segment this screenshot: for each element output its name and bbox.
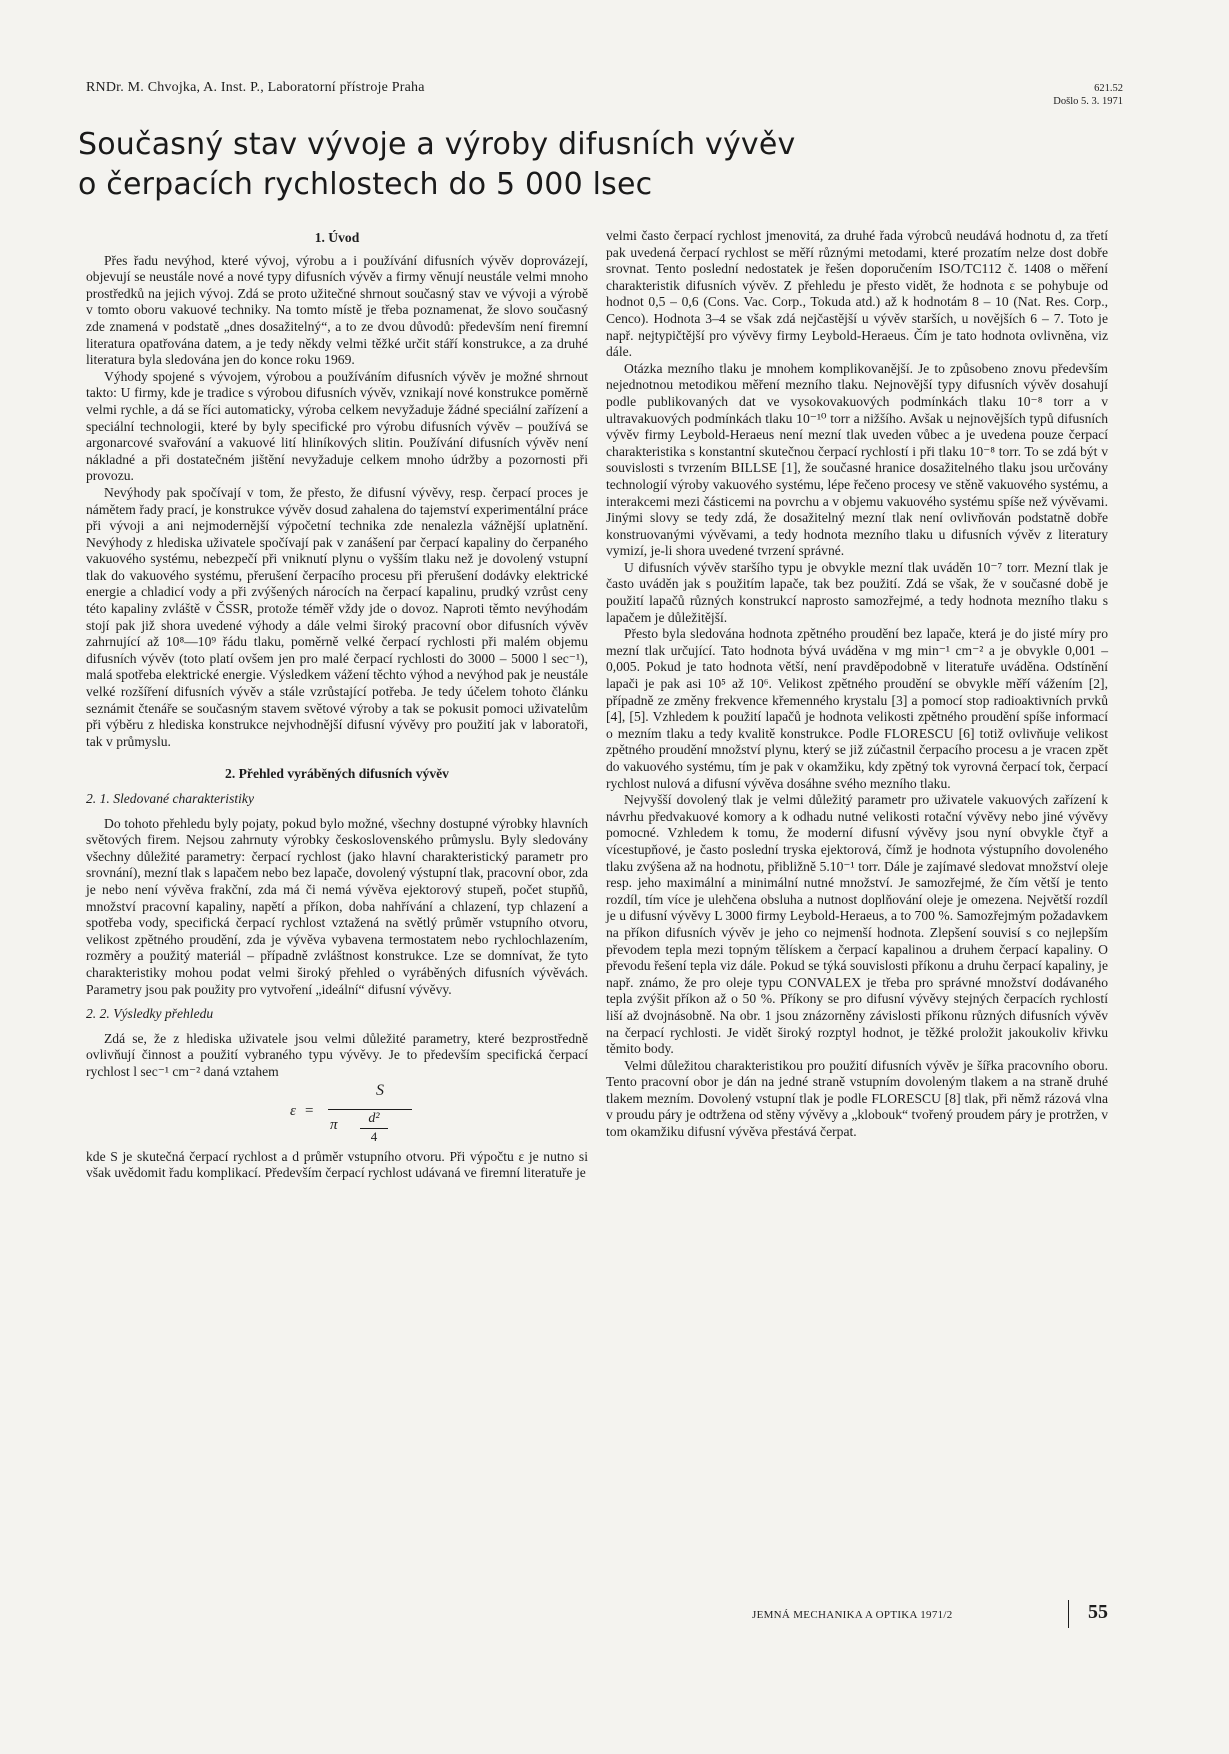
formula-lhs: ε: [290, 1102, 296, 1119]
subsection-2-2-title: 2. 2. Výsledky přehledu: [86, 1006, 214, 1022]
page-number: 55: [1088, 1601, 1108, 1623]
epsilon-formula: [86, 1083, 588, 1143]
paragraph: kde S je skutečná čerpací rychlost a d průměr vstupního otvoru. Při výpočtu ε je nutno si však uvědomit řadu komplikací. Především čerpací rychlost udávaná ve firemní literatuře je: [86, 1148, 588, 1181]
subsection-2-1-title: 2. 1. Sledované charakteristiky: [86, 791, 254, 806]
left-column: [86, 228, 588, 1182]
title-line-1: Současný stav vývoje a výroby difusních vývěv: [78, 127, 796, 162]
paragraph: Přes řadu nevýhod, které vývoj, výrobu a i používání difusních vývěv doprovázejí, objevují se neustále nové a nové typy difusních vývěv a firmy věnují neustále velmi mnoho prostředků na jejich vývoj. Zdá se proto užitečné shrnout současný stav ve vývoji a výrobě v tomto oboru vakuové techniky. Na tomto místě je třeba poznamenat, že slovo současný zde znamená v podstatě „dnes dosažitelný“, a to ze dvou důvodů: především není firemní literatura opatřována datem, a je tedy někdy velmi těžké určit stáří konstrukce, a za druhé literatura byla sledována jen do konce roku 1969.: [86, 252, 588, 368]
paragraph: Otázka mezního tlaku je mnohem komplikovanější. Je to způsobeno znovu především nejednotnou metodikou měření mezního tlaku. Nejnovější typy difusních vývěv dosahují podle publikovaných dat ve vysokovakuových podmínkách tlaku 10⁻⁸ torr a v ultravakuových podmínkách tlaku 10⁻¹⁰ torr a nižšího. Avšak u nejnovějších typů difusních vývěv firmy Leybold-Heraeus není mezní tlak uveden vůbec a je uvedena pouze čerpací charakteristika s konstantní skutečnou čerpací rychlostí i při tlaku 10⁻⁸ torr. To se zdá být v souvislosti s tvrzením BILLSE [1], že současné hranice dosažitelného tlaku jsou určovány technologií výroby vakuového systému, lépe řečeno procesy ve stěně vakuového systému, a interakcemi mezi částicemi na povrchu a v objemu vakuového systému spíše než vývěvami. Jinými slovy se tedy zdá, že dosažitelný mezní tlak není ovlivňován podstatně dobře konstruovanými vývěvami, a tedy hodnota mezního tlaku u difusních vývěv z literatury vymizí, je-li shora uvedené tvrzení správné.: [606, 360, 1108, 559]
paragraph: Nejvyšší dovolený tlak je velmi důležitý parametr pro uživatele vakuových zařízení k návrhu předvakuové komory a k odhadu nutné velikosti rotační vývěvy nebo jiné vývěvy pomocné. Vzhledem k tomu, že moderní difusní vývěvy jsou nyní obvykle čtyř a vícestupňové, je často poslední tryska ejektorová, čímž je hodnota výstupního dovoleného tlaku zvýšena až na hodnotu, přibližně 5.10⁻¹ torr. Dále je zajímavé sledovat množství oleje resp. jeho maximální a minimální nutné množství. Je samozřejmé, že čím větší je tento rozdíl, tím více je ulehčena obsluha a nutnost doplňování oleje je omezena. Největší rozdíl je u difusní vývěvy L 3000 firmy Leybold-Heraeus, a to 700 %. Samozřejmým požadavkem na příkon difusních vývěv je jeho co nejmenší hodnota. Zlepšení souvisí s co nejlepším převodem tepla mezi topným tělískem a čerpací kapalinou a druhem čerpací kapaliny. O převodu řešení tepla viz dále. Pokud se týká souvislosti příkonu a druhu čerpací kapaliny, je např. známo, že pro oleje typu CONVALEX je třeba pro správné množství dodávaného tepla zvýšit příkon až o 50 %. Příkony se pro difusní vývěvy stejných čerpacích rychlostí liší až dvojnásobně. Na obr. 1 jsou znázorněny závislosti příkonu různých difusních vývěv na čerpací rychlosti. Je vidět široký rozptyl hodnot, je těžké proložit jakoukoliv křivku těmito body.: [606, 792, 1108, 1057]
paragraph: Přesto byla sledována hodnota zpětného proudění bez lapače, která je do jisté míry pro mezní tlak určující. Tato hodnota bývá uváděna v mg min⁻¹ cm⁻² a je obvykle 0,001 – 0,005. Pokud je tato hodnota větší, není pravděpodobně v literatuře uváděna. Odstínění lapači je pak asi 10⁵ až 10⁶. Velikost zpětného proudění se obvykle měří vážením [2], případně ze změny frekvence křemenného krystalu [3] a pomocí stop radioaktivních prvků [4], [5]. Vzhledem k použití lapačů je hodnota velikosti zpětného proudění spíše informací o mezním tlaku a tedy kvalitě konstrukce. Podle FLORESCU [6] totiž ovlivňuje velikost zpětného proudění množství plynu, který se již zúčastnil čerpacího procesu a je vracen zpět do vakuového systému, tím je pak v okamžiku, kdy zpětný tok vyrovná čerpací tok, čerpací rychlost nulová a difusní vývěva dosáhne svého mezního tlaku.: [606, 626, 1108, 791]
section-2-title: 2. Přehled vyráběných difusních vývěv: [225, 766, 449, 782]
author-line: RNDr. M. Chvojka, A. Inst. P., Laboratorní přístroje Praha: [86, 80, 425, 95]
footer-divider: [1068, 1600, 1069, 1628]
section-1-title: 1. Úvod: [314, 230, 360, 245]
udc-code: 621.52: [1094, 83, 1123, 94]
formula-numerator: S: [376, 1081, 384, 1099]
paragraph: Velmi důležitou charakteristikou pro použití difusních vývěv je šířka pracovního oboru. Tento pracovní obor je dán na jedné straně vstupním dovoleným tlakem a na straně druhé tlakem mezním. Dovolený vstupní tlak je podle FLORESCU [8] tlak, při němž rázová vlna v proudu páry je odtržena od stěny vývěvy a „klobouk“ tvořený proudem páry je protržen, v tom okamžiku difusní vývěva přestává čerpat.: [606, 1057, 1108, 1140]
journal-name: JEMNÁ MECHANIKA A OPTIKA 1971/2: [752, 1609, 953, 1621]
paragraph: Zdá se, že z hlediska uživatele jsou velmi důležité parametry, které bezprostředně ovlivňují činnost a použití vybraného typu vývěvy. Je to především specifická čerpací rychlost l sec⁻¹ cm⁻² daná vztahem: [86, 1030, 588, 1079]
paragraph: velmi často čerpací rychlost jmenovitá, za druhé řada výrobců neudává hodnotu d, za třetí pak uvedená čerpací rychlost se měří různými metodami, které prozatím nelze dost dobře srovnat. Tento poslední nedostatek je řešen doporučením ISO/TC112 č. 1408 o měření charakteristik difusních vývěv. Z přehledu je přesto vidět, že hodnota ε se pohybuje od hodnot 0,5 – 0,6 (Cons. Vac. Corp., Tokuda atd.) až k hodnotám 8 – 10 (Nat. Res. Corp., Cenco). Hodnota 3–4 se však zdá nejčastější u vývěv starších, u novějších 6 – 7. Toto je např. nejtypičtější pro vývěvy firmy Leybold-Heraeus. Čím je tato hodnota ovlivněna, viz dále.: [606, 228, 1108, 360]
formula-d-squared: d²: [368, 1110, 380, 1126]
paragraph: Nevýhody pak spočívají v tom, že přesto, že difusní vývěvy, resp. čerpací proces je námětem řady prací, je konstrukce vývěv dosud zahalena do tajemství experimentální práce při vývoji a ani nejmodernější výpočetní technika zde nenalezla vážnější uplatnění. Nevýhody z hlediska uživatele spočívají pak v zanášení par čerpací kapaliny do čerpaného vakuového systému, nebezpečí při vniknutí plynu o vyšším tlaku než je dovolený vstupní tlak do vakuového systému, přerušení čerpacího procesu při přerušení dodávky elektrické energie a chladicí vody a při zvýšených nárocích na čerpací kapalinu, prudký vzrůst ceny této kapaliny zvláště v ČSSR, protože téměř vždy jde o dovoz. Naproti těmto nevýhodám stojí pak již shora uvedené výhody a dále velmi široký pracovní obor difusních vývěv zahrnující až 10⁸—10⁹ řádu tlaku, poměrně velké čerpací rychlosti při malém objemu difusních vývěv (toto platí ovšem jen pro malé čerpací rychlosti do 3000 – 5000 l sec⁻¹), malá spotřeba elektrické energie. Výsledkem vážení těchto výhod a nevýhod pak je neustále velké rozšíření difusních vývěv a stále vzrůstající potřeba. Je tedy účelem tohoto článku seznámit čtenáře se současným stavem světové výroby a tak se pokusit pomoci uživatelům při výběru z hlediska konstrukce nejvhodnější difusní vývěvy pro použití jak v laboratoři, tak v průmyslu.: [86, 484, 588, 749]
received-date: Došlo 5. 3. 1971: [1053, 96, 1123, 107]
paragraph: Výhody spojené s vývojem, výrobou a používáním difusních vývěv je možné shrnout takto: U firmy, kde je tradice s výrobou difusních vývěv, vznikají nové konstrukce poměrně velmi rychle, a dá se říci automaticky, výroba celkem nevyžaduje žádné speciální zařízení a speciální technologii, které by byly specifické pro výrobu difusních vývěv – používá se argonarcové svařování a vakuové lití hliníkových slitin. Používání difusních vývěv není nákladné a při dostatečném jištění nevyžaduje celkem mnoho údržby a pozornosti při provozu.: [86, 368, 588, 484]
right-column: [606, 228, 1108, 1141]
formula-pi: π: [330, 1116, 338, 1133]
paragraph: Do tohoto přehledu byly pojaty, pokud bylo možné, všechny dostupné výrobky hlavních světových firem. Nejsou zahrnuty výrobky československého průmyslu. Byly sledovány všechny důležité parametry: čerpací rychlost (jako hlavní charakteristický parametr pro srovnání), mezní tlak s lapačem nebo bez lapače, dovolený výstupní tlak, pracovní obor, zda je nebo není vývěva frakční, zda má či nemá vývěva ejektorový stupeň, počet stupňů, množství pracovní kapaliny, napětí a příkon, doba nahřívání a chlazení, typ chlazení a spotřeba vody, specifická čerpací rychlost vztažená na světlý průměr vstupního otvoru, velikost zpětného proudění, zda je vývěva vybavena termostatem nebo rychlochlazením, rozměry a použitý materiál – případně zvláštnost konstrukce. Lze se domnívat, že tyto charakteristiky mohou podat velmi široký přehled o vyráběných difusních vývěvách. Parametry jsou pak použity pro vytvoření „ideální“ difusní vývěvy.: [86, 815, 588, 997]
title-line-2: o čerpacích rychlostech do 5 000 lsec: [78, 167, 653, 202]
paragraph: U difusních vývěv staršího typu je obvykle mezní tlak uváděn 10⁻⁷ torr. Mezní tlak je často uváděn jak s použitím lapače, tak bez použití. Zdá se však, že v současné době je použití lapačů různých konstrukcí naprosto samozřejmé, a tedy hodnota mezního tlaku s lapačem je důležitější.: [606, 559, 1108, 625]
formula-equals: =: [305, 1102, 314, 1119]
article-title: [78, 125, 1078, 205]
formula-four: 4: [370, 1128, 378, 1144]
fraction-bar: [328, 1109, 412, 1110]
header-meta: [1053, 82, 1123, 108]
